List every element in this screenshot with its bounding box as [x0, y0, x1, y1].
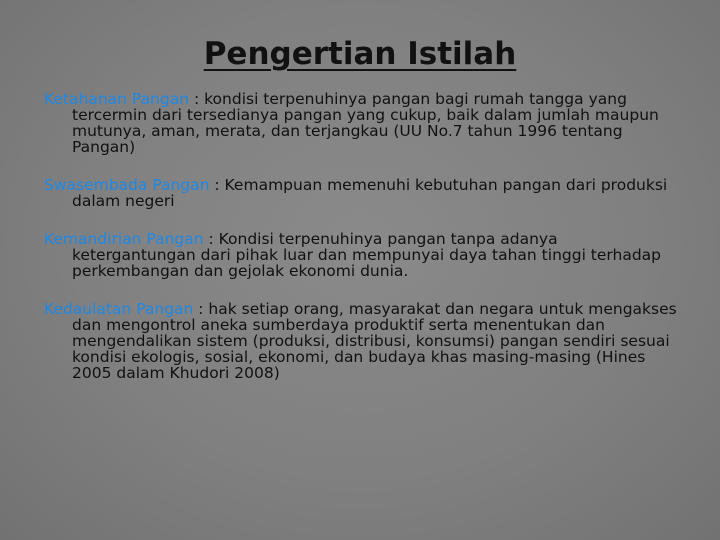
- term-label: Swasembada Pangan: [44, 176, 210, 194]
- term-label: Kedaulatan Pangan: [44, 300, 194, 318]
- term-label: Kemandirian Pangan: [44, 230, 204, 248]
- definition-swasembada-pangan: [44, 177, 684, 209]
- definition-text: : hak setiap orang, masyarakat dan negara untuk mengakses dan mengontrol aneka sumberdaya produktif serta menentukan dan mengendalikan sistem (produksi, distribusi, konsumsi) pangan sendiri sesuai kondisi ekologis, sosial, ekonomi, dan budaya khas masing-masing (Hines 2005 dalam Khudori 2008): [72, 300, 677, 382]
- definitions-list: [44, 91, 684, 403]
- slide-title: Pengertian Istilah: [203, 36, 517, 72]
- definition-kemandirian-pangan: [44, 231, 684, 279]
- term-label: Ketahanan Pangan: [44, 90, 190, 108]
- definition-kedaulatan-pangan: [44, 301, 684, 381]
- definition-text: : Kemampuan memenuhi kebutuhan pangan dari produksi dalam negeri: [72, 176, 668, 210]
- definition-ketahanan-pangan: [44, 91, 684, 155]
- definition-text: : Kondisi terpenuhinya pangan tanpa adanya ketergantungan dari pihak luar dan mempunyai daya tahan tinggi terhadap perkembangan dan gejolak ekonomi dunia.: [72, 230, 662, 280]
- definition-text: : kondisi terpenuhinya pangan bagi rumah tangga yang tercermin dari tersedianya pangan yang cukup, baik dalam jumlah maupun mutunya, aman, merata, dan terjangkau (UU No.7 tahun 1996 tentang Pangan): [72, 90, 659, 156]
